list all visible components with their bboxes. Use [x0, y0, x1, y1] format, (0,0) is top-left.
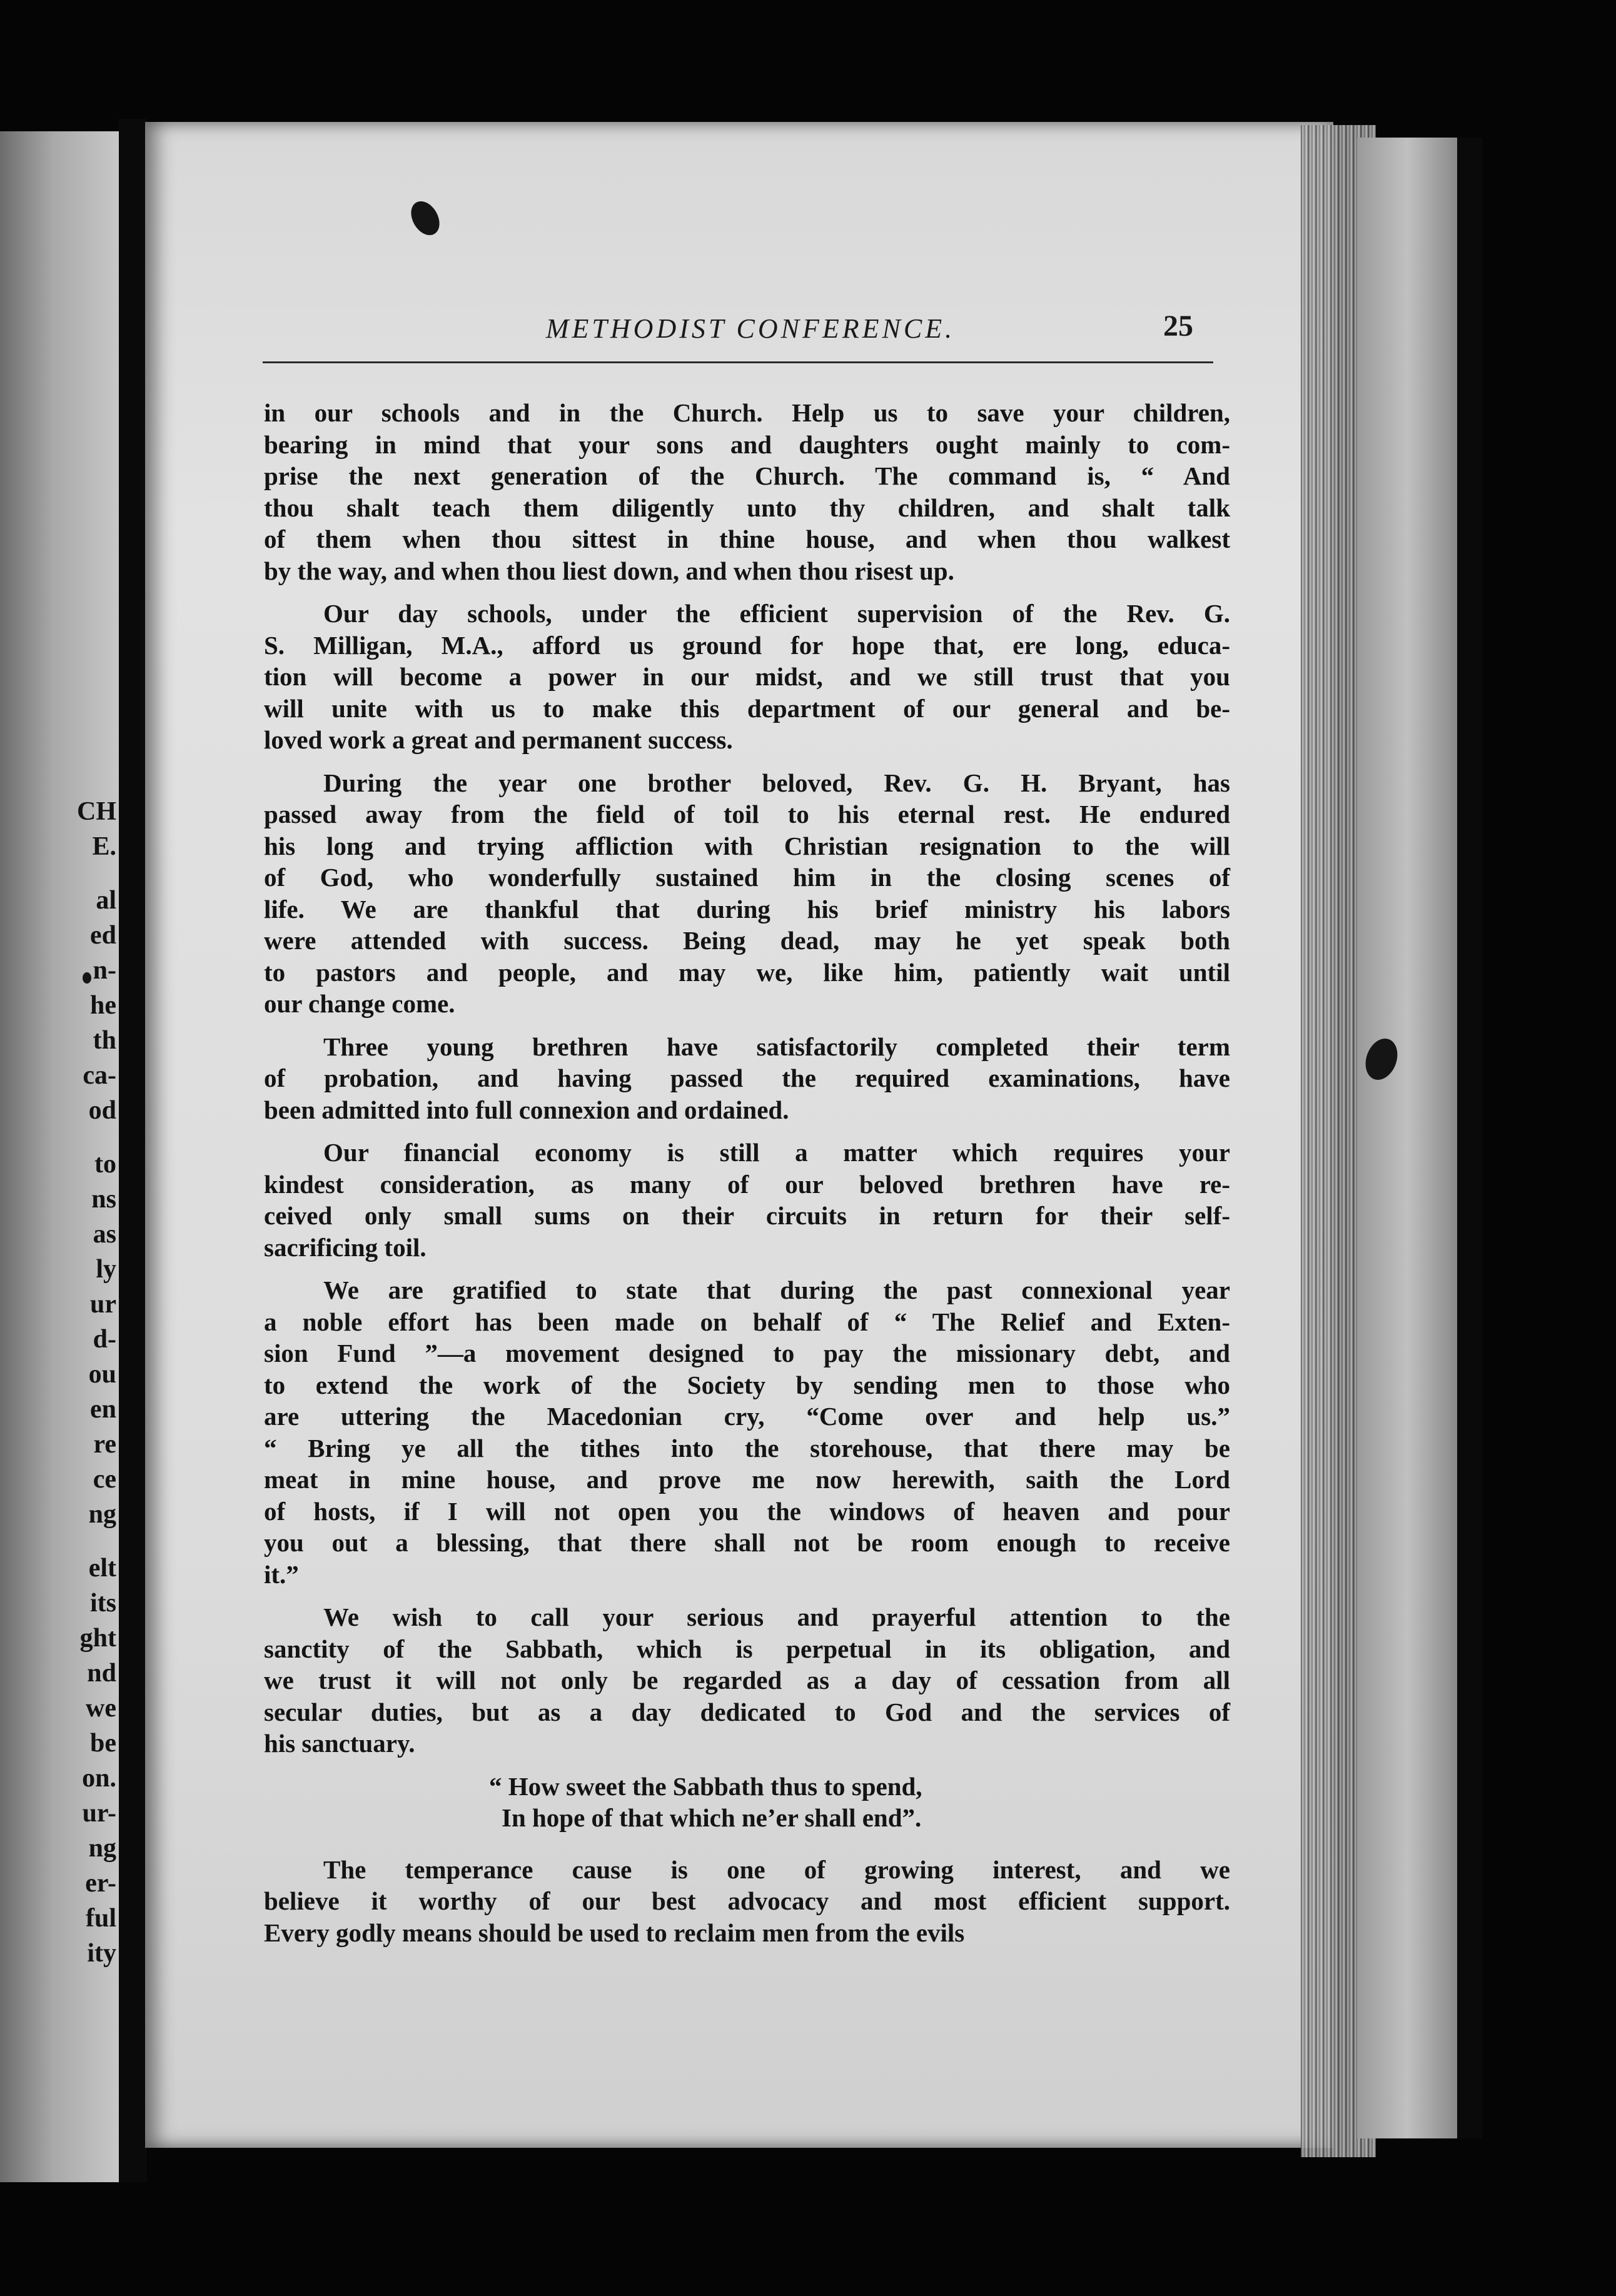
facing-page-fragment: CH [77, 797, 116, 826]
facing-page-fragment: be [90, 1729, 116, 1758]
facing-page-fragment: he [90, 991, 116, 1020]
fragment-gap [0, 1532, 119, 1551]
verse-line: “ How sweet the Sabbath thus to spend, [489, 1771, 922, 1801]
facing-page-fragment: al [96, 886, 116, 915]
page-number: 25 [1163, 310, 1193, 343]
facing-page-fragment: od [88, 1096, 116, 1125]
book-edge-shadow [1457, 138, 1482, 2138]
paragraph [264, 767, 1230, 1020]
facing-page-fragment: th [93, 1026, 116, 1055]
facing-page-fragment: ur [90, 1290, 116, 1319]
text-line: Our day schools, under the efficient supervision of the Rev. G. [323, 599, 1230, 628]
text-line: of them when thou sittest in thine house, and when thou walkest [264, 525, 1230, 553]
text-line: a noble effort has been made on behalf of “ The Relief and Exten- [264, 1307, 1230, 1336]
facing-page-fragment: ed [90, 921, 116, 950]
facing-page-fragment: ou [88, 1360, 116, 1389]
text-line: Our financial economy is still a matter which requires your [323, 1138, 1230, 1167]
facing-page-text-fragments [0, 794, 119, 1971]
text-line: to extend the work of the Society by sending men to those who [264, 1370, 1230, 1399]
paragraph [264, 1854, 1230, 1949]
text-line: sacrificing toil. [264, 1232, 427, 1262]
paragraph [264, 1031, 1230, 1126]
header-rule [263, 361, 1213, 363]
paragraph [264, 598, 1230, 756]
book-gutter [119, 119, 147, 2182]
text-line: kindest consideration, as many of our beloved brethren have re- [264, 1169, 1230, 1199]
text-line: you out a blessing, that there shall not be room enough to receive [264, 1528, 1230, 1557]
text-line: “ Bring ye all the tithes into the storehouse, that there may be [264, 1433, 1230, 1463]
paragraph [264, 1137, 1230, 1263]
facing-page-fragment: re [93, 1430, 116, 1459]
text-line: of hosts, if I will not open you the windows of heaven and pour [264, 1496, 1230, 1526]
text-line: meat in mine house, and prove me now herewith, saith the Lord [264, 1465, 1230, 1494]
ink-speck [83, 972, 91, 984]
text-line: We wish to call your serious and prayerful attention to the [323, 1603, 1230, 1631]
text-line: to pastors and people, and may we, like him, patiently wait until [264, 957, 1230, 987]
text-line: his sanctuary. [264, 1729, 415, 1758]
text-line: were attended with success. Being dead, may he yet speak both [264, 926, 1230, 955]
running-head [263, 310, 1213, 363]
running-title: METHODIST CONFERENCE. [545, 313, 956, 344]
page-body [264, 397, 1230, 1960]
text-line: sanctity of the Sabbath, which is perpetual in its obligation, and [264, 1634, 1230, 1663]
facing-page-fragment: ful [85, 1904, 116, 1933]
text-line: tion will become a power in our midst, and we still trust that you [264, 662, 1230, 691]
facing-page-fragment: elt [88, 1554, 116, 1583]
text-line: passed away from the field of toil to his eternal rest. He endured [264, 800, 1230, 828]
text-line: prise the next generation of the Church. The command is, “ And [264, 461, 1230, 490]
text-line: loved work a great and permanent success. [264, 725, 733, 754]
text-line: we trust it will not only be regarded as a day of cessation from all [264, 1666, 1230, 1694]
paragraph [264, 1274, 1230, 1590]
facing-page-fragment: ng [88, 1834, 116, 1863]
facing-page-fragment: on. [82, 1764, 116, 1793]
facing-page-fragment: as [93, 1220, 116, 1249]
text-line: are uttering the Macedonian cry, “Come over and help us.” [264, 1402, 1230, 1431]
facing-page-fragment: en [90, 1395, 116, 1424]
text-line: of probation, and having passed the required examinations, have [264, 1064, 1230, 1092]
facing-page-fragment: E. [92, 832, 116, 861]
facing-page-fragment: ng [88, 1500, 116, 1529]
facing-page-fragment: ly [96, 1255, 116, 1284]
facing-page-fragment: to [94, 1150, 116, 1179]
fragment-gap [0, 864, 119, 883]
text-line: will unite with us to make this department of our general and be- [264, 693, 1230, 723]
text-line: We are gratified to state that during the past connexional year [323, 1276, 1230, 1304]
paragraph [264, 1601, 1230, 1760]
text-line: our change come. [264, 989, 455, 1018]
text-line: in our schools and in the Church. Help us to save your children, [264, 398, 1230, 427]
text-line: been admitted into full connexion and ordained. [264, 1095, 789, 1124]
text-line: by the way, and when thou liest down, and when thou risest up. [264, 556, 954, 585]
facing-page-fragment: ns [91, 1185, 116, 1214]
facing-page-fragment: d- [93, 1325, 116, 1354]
facing-page-fragment: er- [85, 1869, 116, 1898]
text-line: his long and trying affliction with Christian resignation to the will [264, 831, 1230, 860]
text-line: of God, who wonderfully sustained him in the closing scenes of [264, 863, 1230, 892]
text-line: The temperance cause is one of growing interest, and we [323, 1855, 1230, 1884]
facing-page-fragment: ce [93, 1465, 116, 1494]
text-line: believe it worthy of our best advocacy and most efficient support. [264, 1886, 1230, 1915]
verse-line: In hope of that which ne’er shall end”. [502, 1803, 922, 1832]
facing-page-fragment: n- [93, 956, 116, 985]
text-line: secular duties, but as a day dedicated to God and the services of [264, 1697, 1230, 1726]
verse-quote [489, 1771, 1230, 1834]
facing-page-fragment: ca- [83, 1061, 116, 1090]
text-line: life. We are thankful that during his brief ministry his labors [264, 894, 1230, 924]
text-line: During the year one brother beloved, Rev. G. H. Bryant, has [323, 768, 1230, 797]
text-line: ceived only small sums on their circuits in return for their self- [264, 1201, 1230, 1230]
facing-page-fragment: its [90, 1589, 116, 1618]
text-line: S. Milligan, M.A., afford us ground for hope that, ere long, educa- [264, 630, 1230, 660]
book-edge [1357, 138, 1457, 2138]
text-line: Every godly means should be used to reclaim men from the evils [264, 1918, 965, 1947]
facing-page-fragment: we [86, 1694, 116, 1723]
fragment-gap [0, 1128, 119, 1147]
text-line: bearing in mind that your sons and daughters ought mainly to com- [264, 430, 1230, 459]
facing-page-fragment: ity [87, 1939, 116, 1968]
text-line: sion Fund ”—a movement designed to pay the missionary debt, and [264, 1339, 1230, 1367]
facing-page-fragment: ght [79, 1624, 116, 1653]
facing-page-fragment: nd [87, 1659, 116, 1688]
paragraph [264, 397, 1230, 587]
text-line: Three young brethren have satisfactorily completed their term [323, 1032, 1230, 1061]
text-line: thou shalt teach them diligently unto thy children, and shalt talk [264, 493, 1230, 522]
text-line: it.” [264, 1559, 299, 1589]
facing-page-fragment: ur- [82, 1799, 116, 1828]
